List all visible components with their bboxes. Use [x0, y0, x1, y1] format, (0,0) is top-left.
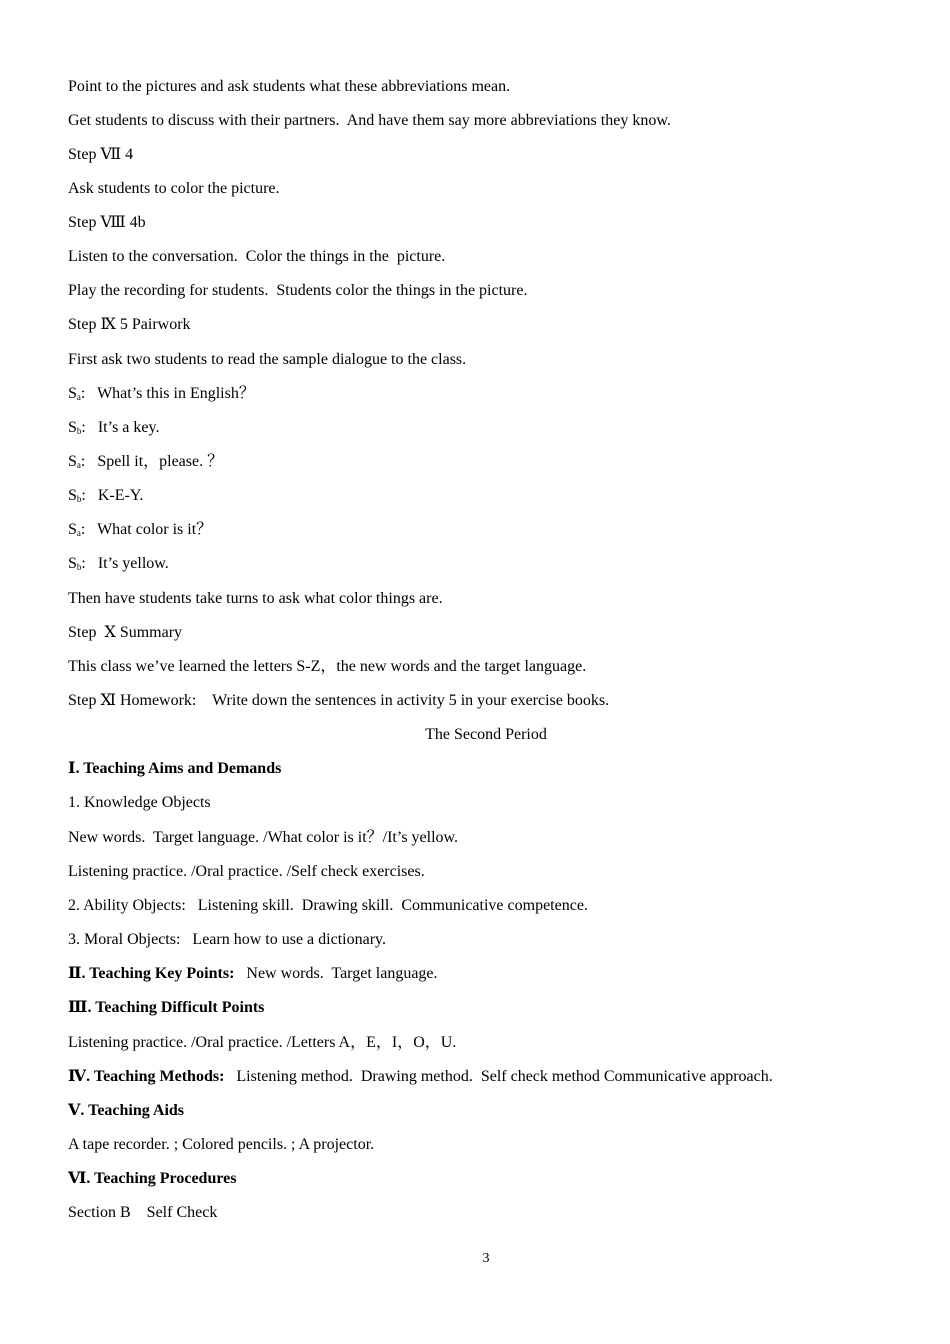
dialogue-text: : K-E-Y. — [81, 487, 144, 504]
speaker-subscript: b — [76, 426, 82, 436]
speaker-label: S — [68, 419, 77, 436]
step-heading: Step Ⅺ Homework: Write down the sentences in activity 5 in your exercise books. — [68, 692, 610, 709]
section-heading: Ⅳ. Teaching Methods: — [68, 1068, 225, 1085]
dialogue-line — [68, 486, 143, 506]
section-heading: Ⅱ. Teaching Key Points: — [68, 965, 235, 982]
paragraph-line: Play the recording for students. Students color the things in the picture. — [68, 282, 528, 299]
speaker-subscript: a — [76, 392, 81, 402]
paragraph-line: A tape recorder. ; Colored pencils. ; A projector. — [68, 1136, 375, 1153]
dialogue-line — [68, 418, 159, 438]
section-heading: Ⅵ. Teaching Procedures — [68, 1170, 237, 1187]
dialogue-line — [68, 520, 212, 540]
section-heading: Ⅰ. Teaching Aims and Demands — [68, 760, 282, 777]
dialogue-text: : It’s a key. — [81, 419, 160, 436]
section-heading: Ⅲ. Teaching Difficult Points — [68, 999, 265, 1016]
speaker-label: S — [68, 521, 77, 538]
section-body: New words. Target language. — [234, 965, 438, 982]
step-heading: Step Ⅹ Summary — [68, 624, 183, 641]
speaker-subscript: a — [76, 460, 81, 470]
paragraph-line: Section B Self Check — [68, 1204, 218, 1221]
subheading: 1. Knowledge Objects — [68, 794, 211, 811]
paragraph-line: 2. Ability Objects: Listening skill. Drawing skill. Communicative competence. — [68, 897, 588, 914]
paragraph-line: Listen to the conversation. Color the things in the picture. — [68, 248, 446, 265]
speaker-label: S — [68, 487, 77, 504]
speaker-subscript: a — [76, 528, 81, 538]
paragraph-line: Then have students take turns to ask what color things are. — [68, 590, 443, 607]
dialogue-line — [68, 452, 223, 472]
speaker-label: S — [68, 385, 77, 402]
dialogue-text: : What’s this in English？ — [80, 385, 255, 402]
step-heading: Step Ⅸ 5 Pairwork — [68, 316, 191, 333]
key-points-line — [68, 964, 438, 984]
paragraph-line: Listening practice. /Oral practice. /Letters A，E，I，O，U. — [68, 1034, 457, 1051]
paragraph-line: Listening practice. /Oral practice. /Self check exercises. — [68, 863, 425, 880]
speaker-subscript: b — [76, 562, 82, 572]
paragraph-line: Get students to discuss with their partners. And have them say more abbreviations they know. — [68, 112, 671, 129]
dialogue-text: : Spell it，please. ？ — [80, 453, 224, 470]
dialogue-line — [68, 554, 169, 574]
section-body: Listening method. Drawing method. Self check method Communicative approach. — [224, 1068, 773, 1085]
paragraph-line: 3. Moral Objects: Learn how to use a dictionary. — [68, 931, 386, 948]
methods-line — [68, 1067, 773, 1087]
paragraph-line: New words. Target language. /What color is it？/It’s yellow. — [68, 829, 459, 846]
paragraph-line: This class we’ve learned the letters S-Z，the new words and the target language. — [68, 658, 587, 675]
speaker-label: S — [68, 453, 77, 470]
dialogue-line — [68, 384, 255, 404]
paragraph-line: Ask students to color the picture. — [68, 180, 280, 197]
speaker-subscript: b — [76, 494, 82, 504]
speaker-label: S — [68, 555, 77, 572]
dialogue-text: : What color is it？ — [80, 521, 213, 538]
step-heading: Step Ⅷ 4b — [68, 214, 146, 231]
paragraph-line: First ask two students to read the sample dialogue to the class. — [68, 351, 467, 368]
page-number: 3 — [482, 1251, 490, 1266]
section-heading: Ⅴ. Teaching Aids — [68, 1102, 185, 1119]
paragraph-line: Point to the pictures and ask students what these abbreviations mean. — [68, 78, 511, 95]
step-heading: Step Ⅶ 4 — [68, 146, 134, 163]
dialogue-text: : It’s yellow. — [81, 555, 169, 572]
section-title: The Second Period — [425, 726, 547, 743]
